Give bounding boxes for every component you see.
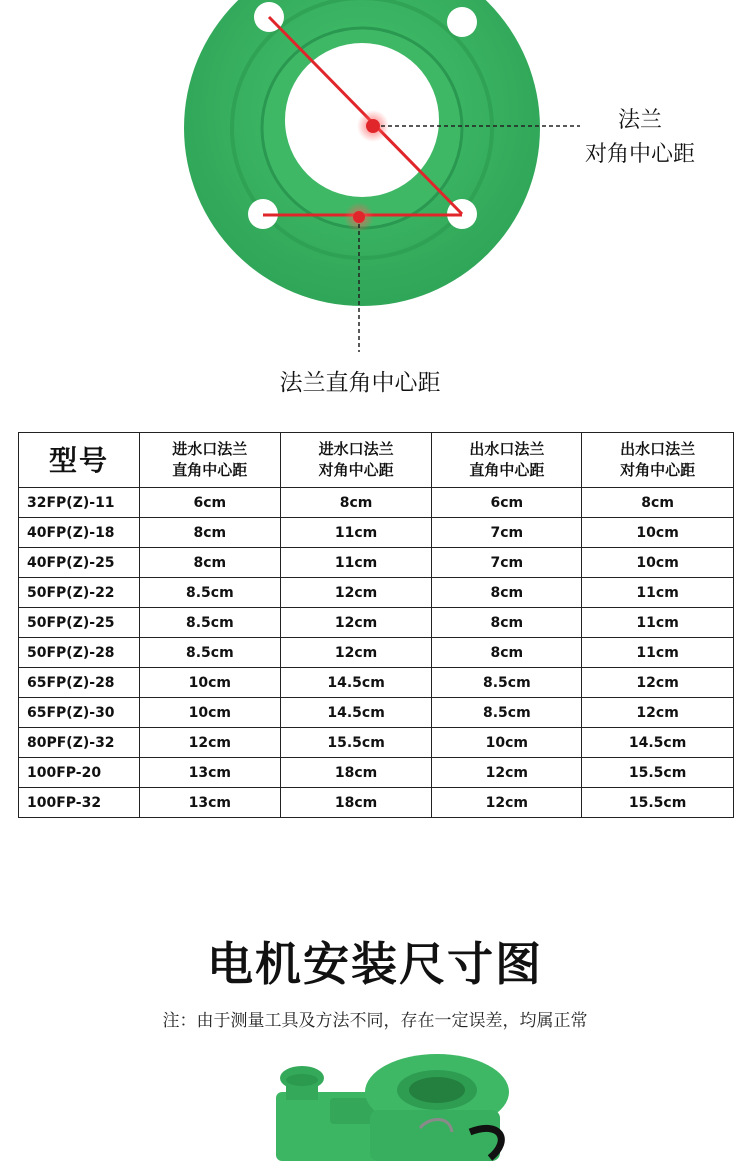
diagonal-label-line1: 法兰 [617, 108, 662, 133]
table-row [19, 608, 734, 638]
cell-inlet-right-angle: 10cm [139, 698, 280, 728]
flange-diagram [0, 0, 750, 420]
cell-model: 50FP(Z)-25 [19, 608, 140, 638]
cell-outlet-diagonal: 12cm [582, 668, 734, 698]
cell-outlet-diagonal: 11cm [582, 638, 734, 668]
motor-install-dimensions-title: 电机安装尺寸图 [207, 937, 543, 991]
cell-outlet-right-angle: 10cm [432, 728, 582, 758]
cell-outlet-right-angle: 7cm [432, 548, 582, 578]
cell-outlet-right-angle: 8cm [432, 638, 582, 668]
header-inlet-diagonal: 进水口法兰 对角中心距 [280, 433, 432, 488]
cell-inlet-diagonal: 18cm [280, 788, 432, 818]
cell-model: 65FP(Z)-30 [19, 698, 140, 728]
cell-outlet-right-angle: 8cm [432, 608, 582, 638]
cell-model: 50FP(Z)-22 [19, 578, 140, 608]
cell-outlet-diagonal: 15.5cm [582, 788, 734, 818]
cell-model: 40FP(Z)-25 [19, 548, 140, 578]
cell-outlet-diagonal: 12cm [582, 698, 734, 728]
table-row [19, 488, 734, 518]
cell-inlet-diagonal: 12cm [280, 578, 432, 608]
cell-model: 65FP(Z)-28 [19, 668, 140, 698]
right-angle-distance-label: 法兰直角中心距 [279, 370, 441, 396]
header-model: 型号 [19, 433, 140, 488]
cell-outlet-diagonal: 10cm [582, 548, 734, 578]
table-row [19, 728, 734, 758]
cell-inlet-right-angle: 8.5cm [139, 608, 280, 638]
table-row [19, 638, 734, 668]
cell-inlet-right-angle: 12cm [139, 728, 280, 758]
table-row [19, 758, 734, 788]
cell-inlet-right-angle: 13cm [139, 758, 280, 788]
cell-outlet-diagonal: 11cm [582, 578, 734, 608]
cell-model: 80PF(Z)-32 [19, 728, 140, 758]
cell-inlet-right-angle: 8cm [139, 548, 280, 578]
outlet-body [370, 1110, 500, 1161]
outlet-flange-bore-inner [409, 1077, 465, 1103]
diagonal-label-line2: 对角中心距 [584, 142, 695, 167]
cell-outlet-diagonal: 15.5cm [582, 758, 734, 788]
cell-inlet-diagonal: 14.5cm [280, 698, 432, 728]
cell-inlet-diagonal: 12cm [280, 638, 432, 668]
cell-inlet-diagonal: 15.5cm [280, 728, 432, 758]
table-body [19, 488, 734, 818]
cell-inlet-diagonal: 18cm [280, 758, 432, 788]
flange-spec-table [18, 432, 734, 818]
header-inlet-right-angle: 进水口法兰 直角中心距 [139, 433, 280, 488]
cell-outlet-right-angle: 7cm [432, 518, 582, 548]
cell-model: 32FP(Z)-11 [19, 488, 140, 518]
table-row [19, 698, 734, 728]
cell-inlet-diagonal: 14.5cm [280, 668, 432, 698]
cell-outlet-diagonal: 8cm [582, 488, 734, 518]
cell-inlet-right-angle: 6cm [139, 488, 280, 518]
cell-outlet-right-angle: 8cm [432, 578, 582, 608]
cell-outlet-diagonal: 10cm [582, 518, 734, 548]
cell-model: 40FP(Z)-18 [19, 518, 140, 548]
motor-photo [0, 1040, 750, 1161]
diagonal-distance-label [560, 104, 720, 172]
cell-inlet-right-angle: 8.5cm [139, 578, 280, 608]
cell-inlet-diagonal: 11cm [280, 518, 432, 548]
cell-model: 100FP-20 [19, 758, 140, 788]
diagonal-center-marker [366, 119, 380, 133]
table-row [19, 578, 734, 608]
cell-inlet-diagonal: 12cm [280, 608, 432, 638]
right-angle-center-marker [353, 211, 365, 223]
cell-outlet-right-angle: 6cm [432, 488, 582, 518]
table-row [19, 788, 734, 818]
cell-inlet-right-angle: 10cm [139, 668, 280, 698]
table-row [19, 548, 734, 578]
header-outlet-right-angle: 出水口法兰 直角中心距 [432, 433, 582, 488]
cell-outlet-diagonal: 11cm [582, 608, 734, 638]
cell-inlet-right-angle: 13cm [139, 788, 280, 818]
cell-model: 100FP-32 [19, 788, 140, 818]
measurement-note: 注：由于测量工具及方法不同，存在一定误差，均属正常 [162, 1011, 588, 1031]
cell-inlet-right-angle: 8.5cm [139, 638, 280, 668]
cell-inlet-right-angle: 8cm [139, 518, 280, 548]
cell-outlet-right-angle: 8.5cm [432, 698, 582, 728]
cell-outlet-right-angle: 12cm [432, 788, 582, 818]
header-outlet-diagonal: 出水口法兰 对角中心距 [582, 433, 734, 488]
cell-outlet-right-angle: 8.5cm [432, 668, 582, 698]
table-row [19, 518, 734, 548]
motor-cap-top [286, 1074, 318, 1086]
cell-inlet-diagonal: 11cm [280, 548, 432, 578]
cell-outlet-diagonal: 14.5cm [582, 728, 734, 758]
table-header-row [19, 433, 734, 488]
cell-inlet-diagonal: 8cm [280, 488, 432, 518]
cell-outlet-right-angle: 12cm [432, 758, 582, 788]
table-row [19, 668, 734, 698]
bolt-hole-top-right [447, 7, 477, 37]
cell-model: 50FP(Z)-28 [19, 638, 140, 668]
